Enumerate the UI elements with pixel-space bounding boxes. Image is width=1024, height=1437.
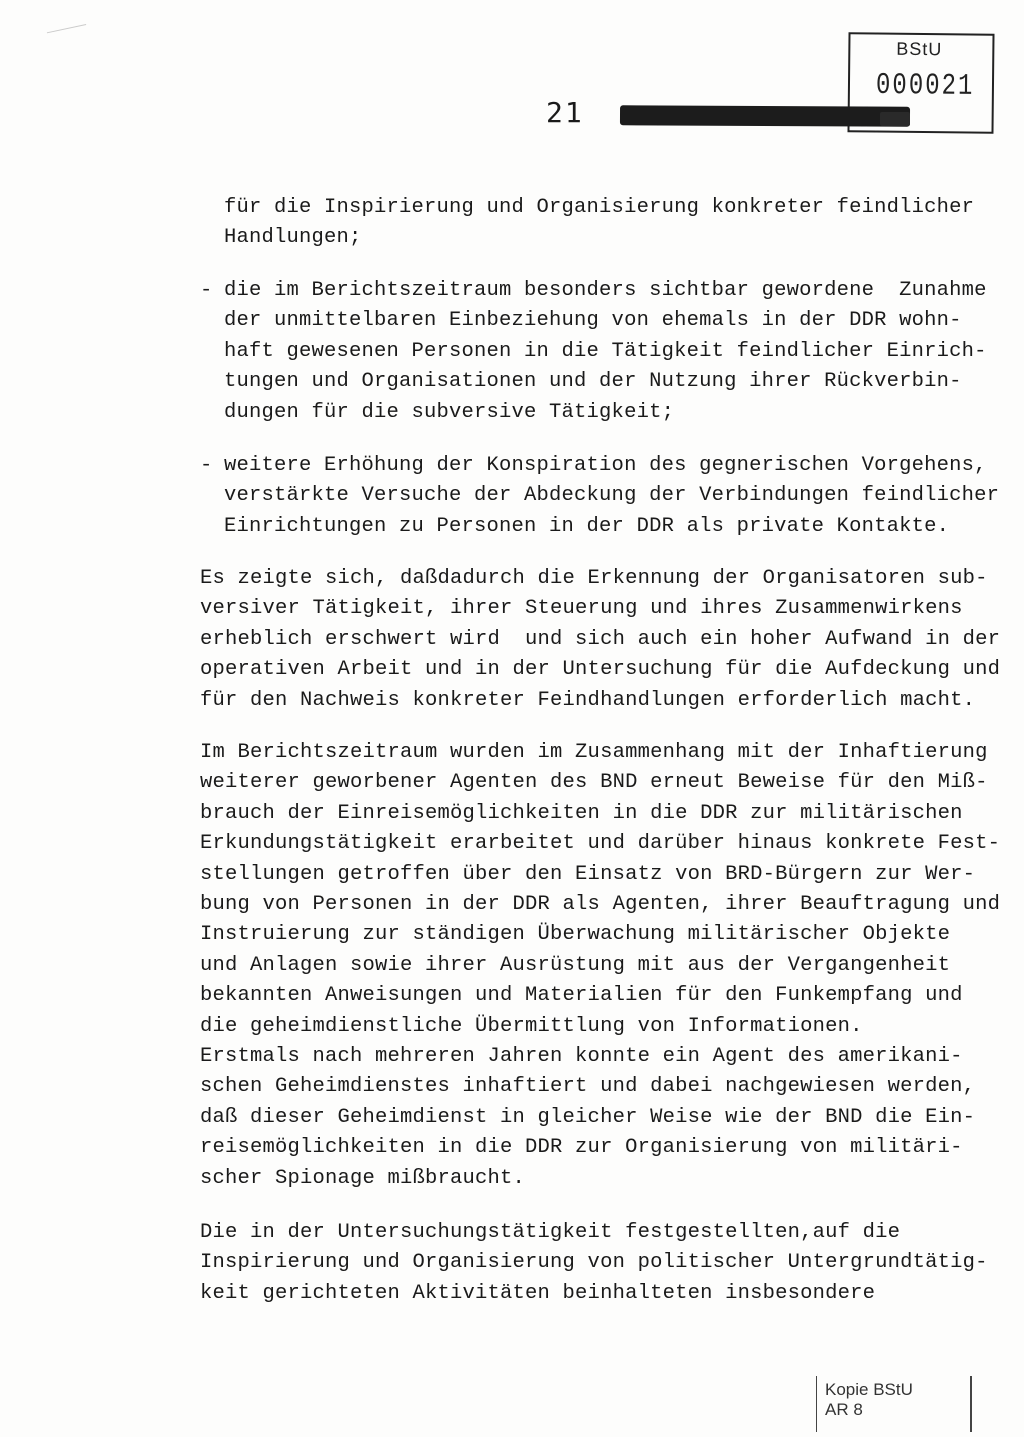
bullet-item-1: die im Berichtszeitraum besonders sichtbar gewordene Zunahme der unmittelbaren Einbeziehung von ehemals in der DDR wohn- haft gewesenen Personen in die Tätigkeit feindlicher Einrich- tungen und Organisationen und der Nutzung ihrer Rückverbin- dungen für die subversive Tätigkeit;	[224, 279, 987, 424]
bullet-dash: -	[200, 454, 213, 477]
archive-stamp-number: 000021	[875, 69, 975, 104]
copy-stamp	[816, 1376, 972, 1432]
copy-stamp-line2: AR 8	[825, 1400, 863, 1419]
intro-paragraph: für die Inspirierung und Organisierung konkreter feindlicher Handlungen;	[224, 196, 975, 250]
pencil-mark	[47, 24, 89, 47]
redaction-bar	[620, 105, 910, 127]
paragraph-3: Die in der Untersuchungstätigkeit festgestellten,auf die Inspirierung und Organisierung von politischer Untergrundtätig- keit gerichteten Aktivitäten beinhalteten insbesondere	[200, 1221, 988, 1305]
paragraph-1: Es zeigte sich, daßdadurch die Erkennung der Organisatoren sub- versiver Tätigkeit, ihrer Steuerung und ihres Zusammenwirkens erheblich erschwert wird und sich auch ein hoher Aufwand in der operativen Arbeit und in der Untersuchung für die Aufdeckung und für den Nachweis konkreter Feindhandlungen erforderlich macht.	[200, 567, 1001, 712]
copy-stamp-line1: Kopie BStU	[825, 1380, 913, 1399]
page-number: 21	[546, 96, 584, 129]
archive-stamp-label: BStU	[896, 38, 943, 60]
bullet-item-2: weitere Erhöhung der Konspiration des gegnerischen Vorgehens, verstärkte Versuche der Abdeckung der Verbindungen feindlicher Einrichtungen zu Personen in der DDR als private Kontakte.	[224, 454, 1000, 538]
redaction-bar-end	[880, 112, 910, 126]
paragraph-2: Im Berichtszeitraum wurden im Zusammenhang mit der Inhaftierung weiterer geworbener Agenten des BND erneut Beweise für den Miß- brauch der Einreisemöglichkeiten in die DDR zur militärischen Erkundungstätigkeit erarbeitet und darüber hinaus konkrete Fest- stellungen getroffen über den Einsatz von BRD-Bürgern zur Wer- bung von Personen in der DDR als Agenten, ihrer Beauftragung und Instruierung zur ständigen Überwachung militärischer Objekte und Anlagen sowie ihrer Ausrüstung mit aus der Vergangenheit bekannten Anweisungen und Materialien für den Funkempfang und die geheimdienstliche Übermittlung von Informationen. Erstmals nach mehreren Jahren konnte ein Agent des amerikani- schen Geheimdienstes inhaftiert und dabei nachgewiesen werden, daß dieser Geheimdienst in gleicher Weise wie der BND die Ein- reisemöglichkeiten in die DDR zur Organisierung von militäri- scher Spionage mißbraucht.	[200, 741, 1001, 1190]
bullet-dash: -	[200, 279, 213, 302]
